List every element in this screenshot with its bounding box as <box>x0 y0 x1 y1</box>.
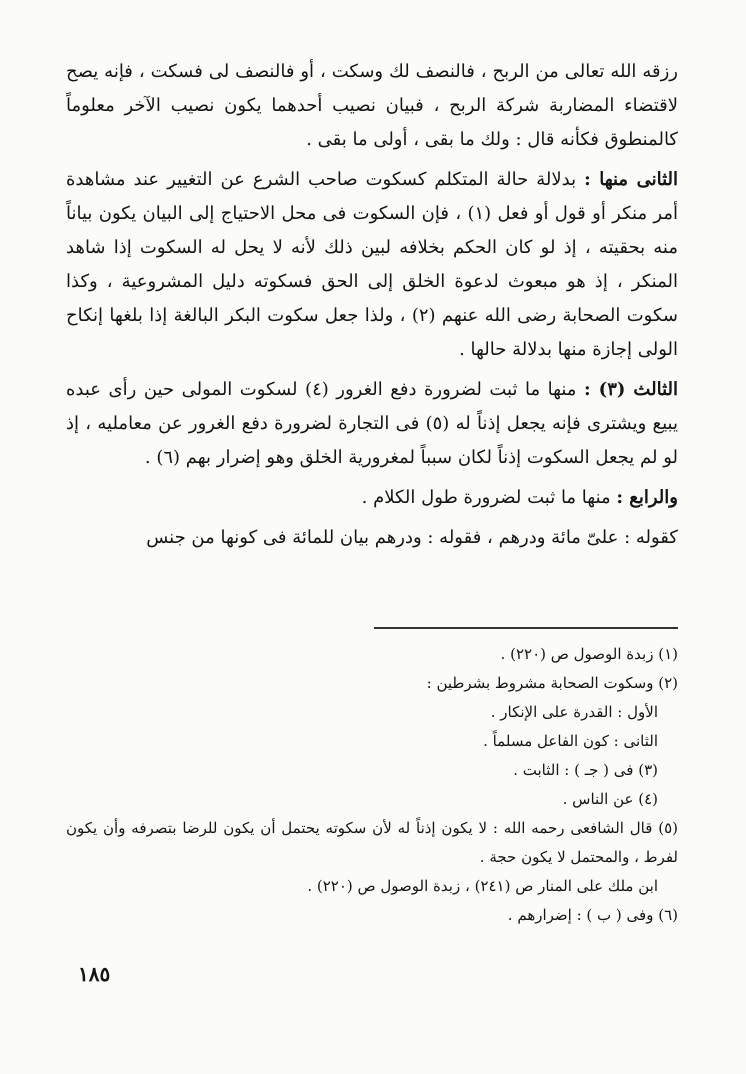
footnote-2-condition-1: الأول : القدرة على الإنكار . <box>490 703 658 721</box>
paragraph-3-body: منها ما ثبت لضرورة دفع الغرور (٤) لسكوت المولى حين رأى عبده يبيع ويشترى فإنه يجعل إذناً له (٥) فى التجارة لضرورة دفع الغرور عن معامليه ، إذ لو لم يجعل السكوت إذناً لكان سبباً لمغرورية الخلق وهو إضرار بهم (٦) . <box>66 379 679 468</box>
paragraph-3 <box>66 373 678 475</box>
paragraph-3-lead: الثالث (٣) : <box>583 379 678 400</box>
footnote-3: (٣) فى ( جـ ) : الثابت . <box>513 761 658 779</box>
paragraph-1: رزقه الله تعالى من الربح ، فالنصف لك وسكت ، أو فالنصف لى فسكت ، فإنه يصح لاقتضاء المضاربة شركة الربح ، فبيان نصيب أحدهما يكون نصيب الآخر معلوماً كالمنطوق فكأنه قال : ولك ما بقى ، أولى ما بقى . <box>66 61 678 150</box>
footnote-6: (٦) وفى ( ب ) : إضرارهم . <box>507 906 678 924</box>
paragraph-2-lead: الثانى منها : <box>584 169 678 190</box>
footnote-2: (٢) وسكوت الصحابة مشروط بشرطين : <box>426 674 678 692</box>
footnote-2-condition-2: الثانى : كون الفاعل مسلماً . <box>483 732 658 750</box>
paragraph-2-body: بدلالة حالة المتكلم كسكوت صاحب الشرع عن التغيير عند مشاهدة أمر منكر أو قول أو فعل (١) ، فإن السكوت فى محل الاحتياج إلى البيان يكون بياناً منه بحقيته ، إذ لو كان الحكم بخلافه لبين ذلك لأنه لا يحل له السكوت إذا شاهد المنكر ، إذ هو مبعوث لدعوة الخلق إلى الحق فسكوته دليل المشروعية ، وكذا سكوت الصحابة رضى الله عنهم (٢) ، ولذا جعل سكوت البكر البالغة إذا بلغها إنكاح الولى إجازة منها بدلالة حالها . <box>66 169 678 360</box>
paragraph-4-lead: والرابع : <box>616 487 678 508</box>
footnotes <box>66 640 678 930</box>
footnote-5: (٥) قال الشافعى رحمه الله : لا يكون إذناً له لأن سكوته يحتمل أن يكون للرضا بتصرفه وأن يكون لفرط ، والمحتمل لا يكون حجة . <box>66 819 678 866</box>
page-number: ١٨٥ <box>78 962 111 986</box>
footnote-1: (١) زبدة الوصول ص (٢٢٠) . <box>500 645 678 663</box>
footnote-5-reference: ابن ملك على المنار ص (٢٤١) ، زبدة الوصول ص (٢٢٠) . <box>307 877 658 895</box>
footnote-divider <box>374 627 678 629</box>
paragraph-4 <box>66 481 678 515</box>
main-text <box>66 55 678 561</box>
footnote-4: (٤) عن الناس . <box>562 790 658 808</box>
paragraph-2 <box>66 163 678 367</box>
paragraph-4-body: منها ما ثبت لضرورة طول الكلام . <box>361 487 617 508</box>
paragraph-5: كقوله : علىّ مائة ودرهم ، فقوله : ودرهم بيان للمائة فى كونها من جنس <box>146 527 678 548</box>
